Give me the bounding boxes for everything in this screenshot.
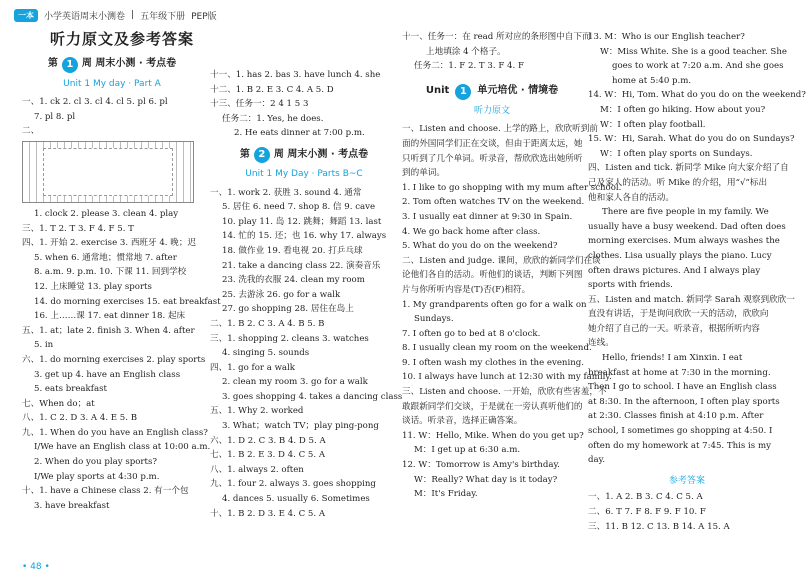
transcript-line: 4. We go back home after class.: [402, 226, 541, 237]
answer-line: 5. when 6. 通常地；惯常地 7. after: [34, 252, 177, 263]
answer-line: 4. singing 5. sounds: [222, 348, 310, 359]
answer-line: 三、1. T 2. T 3. F 4. F 5. T: [22, 223, 134, 234]
answer-line: 四、1. 开始 2. exercise 3. 西班牙 4. 晚；迟: [22, 238, 197, 249]
answer-line: I/We play sports at 4:30 p.m.: [34, 471, 160, 482]
unit-number-badge: 1: [455, 84, 471, 100]
answer-line: 十一、1. has 2. bas 3. have lunch 4. she: [210, 70, 381, 80]
transcript-line: 一、Listen and choose. 上学的路上，欣欣听到前: [402, 124, 598, 135]
week1-label: 周 周末小测 · 考点卷: [81, 58, 177, 70]
answer-line: 3. goes shopping 4. takes a dancing class: [222, 391, 403, 402]
answer-line: 14. 忙的 15. 还；也 16. why 17. always: [222, 231, 387, 242]
transcript-line: 她介绍了自己的一天。听录音，根据所听内容: [588, 323, 760, 334]
answer-line: 8. a.m. 9. p.m. 10. 下课 11. 回到学校: [34, 267, 187, 278]
transcript-line: 2. Tom often watches TV on the weekend.: [402, 197, 585, 208]
answer-line: 3. get up 4. have an English class: [34, 369, 181, 380]
answer-line: 二、: [22, 126, 40, 137]
answer-line: 一、1. work 2. 获胜 3. sound 4. 通常: [210, 187, 362, 198]
answer-line: 十二、1. B 2. E 3. C 4. A 5. D: [210, 84, 334, 95]
transcript-line: W：I often play sports on Sundays.: [600, 148, 753, 159]
answer-line: 5. 居住 6. need 7. shop 8. 信 9. cave: [222, 202, 376, 213]
page-number-value: 48: [30, 562, 42, 572]
transcript-line: 1. My grandparents often go for a walk on: [402, 299, 587, 310]
answer-line: 任务二：1. Yes, he does.: [222, 113, 324, 124]
transcript-line: 10. I always have lunch at 12:30 with my family.: [402, 372, 612, 383]
unit-header: [402, 84, 582, 100]
week2-prefix: 第: [239, 148, 250, 160]
answer-line: 九、1. When do you have an English class?: [22, 427, 208, 438]
answer-line: 25. 去游泳 26. go for a walk: [222, 289, 341, 300]
week1-unit-title: Unit 1 My day · Part A: [63, 78, 161, 89]
transcript-line: 他和家人各自的活动。: [588, 192, 674, 203]
answer-line: 27. go shopping 28. 居住在岛上: [222, 304, 354, 315]
unit-label: 单元培优 · 情境卷: [477, 85, 559, 97]
transcript-line: 片与你所听内容是(T)否(F)相符。: [402, 284, 531, 295]
answer-line: 七、When do；at: [22, 398, 95, 409]
answer-line: 二、6. T 7. F 8. F 9. F 10. F: [588, 507, 706, 517]
transcript-line: 连线。: [588, 338, 614, 349]
answer-line: 四、1. go for a walk: [210, 362, 296, 373]
transcript-line: 3. I usually eat dinner at 9:30 in Spain.: [402, 211, 573, 222]
answer-line: 23. 洗我的衣服 24. clean my room: [222, 275, 365, 286]
answer-line: 10. play 11. 岛 12. 跳舞；舞蹈 13. last: [222, 216, 382, 227]
unit-word: Unit: [425, 85, 450, 97]
edition-label: PEP版: [191, 11, 217, 22]
answer-line: 九、1. four 2. always 3. goes shopping: [210, 479, 376, 490]
answer-line: 4. dances 5. usually 6. Sometimes: [222, 494, 370, 505]
answer-line: 1. clock 2. please 3. clean 4. play: [34, 208, 179, 219]
transcript-line: 15. W：Hi, Sarah. What do you do on Sundays?: [588, 134, 795, 145]
transcript-line: 四、Listen and tick. 新同学 Mike 向大家介绍了自: [588, 163, 789, 174]
answer-line: 21. take a dancing class 22. 演奏音乐: [222, 260, 381, 271]
transcript-line: 三、Listen and choose. 一开始，欣欣有些害羞，不: [402, 387, 607, 398]
transcript-line: W：Miss White. She is a good teacher. She: [600, 46, 787, 57]
answer-line: 五、1. at；late 2. finish 3. When 4. after: [22, 325, 195, 336]
transcript-line: M：I often go hiking. How about you?: [600, 104, 766, 115]
transcript-line: 论他们各自的活动。听他们的谈话，判断下列图: [402, 270, 583, 281]
brand-logo: 一本: [14, 9, 38, 22]
listening-title: 听力原文: [473, 105, 510, 116]
answer-line: 三、1. shopping 2. cleans 3. watches: [210, 333, 369, 344]
transcript-line: W：I often play football.: [600, 119, 706, 130]
week2-unit-title: Unit 1 My Day · Parts B~C: [245, 168, 363, 179]
transcript-line: 13. M：Who is our English teacher?: [588, 32, 745, 42]
week2-header: [210, 147, 398, 163]
transcript-line: 到的单词。: [402, 168, 445, 179]
transcript-line: M：It's Friday.: [414, 489, 478, 500]
answer-line: 六、1. do morning exercises 2. play sports: [22, 354, 206, 365]
answer-line: 十一、任务一：在 read 所对应的条形图中自下而: [402, 32, 591, 42]
transcript-line: 五、Listen and match. 新同学 Sarah 观察到欣欣一: [588, 294, 795, 305]
answer-line: 十三、任务一：2 4 1 5 3: [210, 99, 309, 110]
transcript-line: 14. W：Hi, Tom. What do you do on the weekend?: [588, 90, 806, 101]
transcript-line: 1. I like to go shopping with my mum after school.: [402, 182, 622, 193]
transcript-line: 11. W：Hello, Mike. When do you get up?: [402, 430, 584, 441]
answer-line: 3. have breakfast: [34, 500, 110, 511]
maze-illustration: [22, 141, 194, 203]
answer-line: 一、1. A 2. B 3. C 4. C 5. A: [588, 492, 703, 503]
transcript-line: 只听到了几个单词。听录音，帮欣欣选出她所听: [402, 153, 583, 164]
page-number: • 48 •: [22, 562, 50, 572]
answer-line: 2. He eats dinner at 7:00 p.m.: [234, 128, 365, 139]
week1-number-badge: 1: [62, 57, 78, 73]
answer-line: 7. pl 8. pl: [34, 111, 76, 122]
answer-line: 任务二：1. F 2. T 3. F 4. F: [414, 61, 524, 72]
series-name: 小学英语周末小测卷: [44, 11, 126, 22]
transcript-line: goes to work at 7:20 a.m. And she goes: [612, 61, 784, 72]
answer-line: 一、1. ck 2. cl 3. cl 4. cl 5. pl 6. pl: [22, 97, 168, 108]
week2-number-badge: 2: [254, 147, 270, 163]
transcript-line: 7. I often go to bed at 8 o'clock.: [402, 328, 541, 339]
answer-line: 三、11. B 12. C 13. B 14. A 15. A: [588, 521, 730, 532]
column-1: [22, 30, 221, 513]
answer-line: 5. eats breakfast: [34, 384, 107, 395]
transcript-line: 12. W：Tomorrow is Amy's birthday.: [402, 460, 560, 471]
answer-line: 二、1. B 2. C 3. A 4. B 5. B: [210, 318, 325, 329]
transcript-line: Sundays.: [414, 314, 454, 325]
transcript-line: 敢跟新同学们交谈，于是就在一旁认真听他们的: [402, 401, 583, 412]
transcript-line: 9. I often wash my clothes in the evening.: [402, 357, 584, 368]
answer-line: 2. clean my room 3. go for a walk: [222, 377, 368, 388]
answers-title: 参考答案: [668, 475, 705, 486]
answer-line: 六、1. D 2. C 3. B 4. D 5. A: [210, 435, 326, 446]
answer-line: 2. When do you play sports?: [34, 457, 157, 468]
answer-line: 16. 上……课 17. eat dinner 18. 起床: [34, 311, 186, 322]
week1-header: [22, 57, 202, 73]
answer-line: 十、1. have a Chinese class 2. 有一个包: [22, 486, 189, 497]
grade-label: 五年级下册: [140, 11, 186, 22]
transcript-paragraph: Hello, friends! I am Xinxin. I eat breakfast at home at 7:30 in the morning. Then I go to school. I have an English class at 8:30. In the afternoon, I often play sports at 2:30. Classes finish at 4:10 p.m. After school, I sometimes go shopping at 4:50. I often do my homework at 7:45. This is my day.: [588, 353, 780, 466]
transcript-line: 谈话。听录音，选择正确答案。: [402, 416, 523, 427]
transcript-line: 8. I usually clean my room on the weekend.: [402, 343, 592, 354]
answer-line: 五、1. Why 2. worked: [210, 406, 304, 417]
answer-line: 七、1. B 2. E 3. D 4. C 5. A: [210, 450, 326, 461]
column-2: [210, 30, 403, 521]
answer-line: 5. in: [34, 340, 54, 351]
answer-line: 八、1. always 2. often: [210, 464, 304, 475]
transcript-line: 直没有讲话，于是询问欣欣一天的活动，欣欣向: [588, 309, 769, 320]
column-4: [588, 30, 806, 534]
answer-line: 12. 上床睡觉 13. play sports: [34, 281, 152, 292]
transcript-paragraph: There are five people in my family. We usually have a busy weekend. Dad often does morning exercises. Mum always washes the clothes. Lisa usually plays the piano. Lucy often draws pictures. And I always play sports with friends.: [588, 207, 786, 291]
header-bar: 一本 小学英语周末小测卷 | 五年级下册 PEP版: [14, 6, 217, 24]
transcript-line: 5. What do you do on the weekend?: [402, 241, 558, 252]
week1-prefix: 第: [47, 58, 58, 70]
answer-line: 18. 做作业 19. 看电视 20. 打乒乓球: [222, 245, 363, 256]
transcript-line: W：Really? What day is it today?: [414, 474, 558, 485]
page-title: 听力原文及参考答案: [49, 30, 194, 48]
answer-line: 上地填涂 4 个格子。: [426, 46, 506, 57]
transcript-line: 面的外国同学们正在交谈，但由于距离太远，她: [402, 138, 583, 149]
transcript-line: home at 5:40 p.m.: [612, 75, 692, 86]
answer-line: I/We have an English class at 10:00 a.m.: [34, 442, 211, 453]
transcript-line: 己及家人的活动。听 Mike 的介绍，用“√”标出: [588, 177, 768, 188]
answer-line: 3. What；watch TV；play ping-pong: [222, 421, 379, 432]
answer-line: 14. do morning exercises 15. eat breakfast: [34, 296, 221, 307]
answer-line: 十、1. B 2. D 3. E 4. C 5. A: [210, 508, 326, 519]
answer-line: 八、1. C 2. D 3. A 4. E 5. B: [22, 413, 138, 424]
week2-label: 周 周末小测 · 考点卷: [273, 148, 369, 160]
transcript-line: M：I get up at 6:30 a.m.: [414, 445, 521, 456]
transcript-line: 二、Listen and judge. 课间，欣欣的新同学们在谈: [402, 255, 601, 266]
